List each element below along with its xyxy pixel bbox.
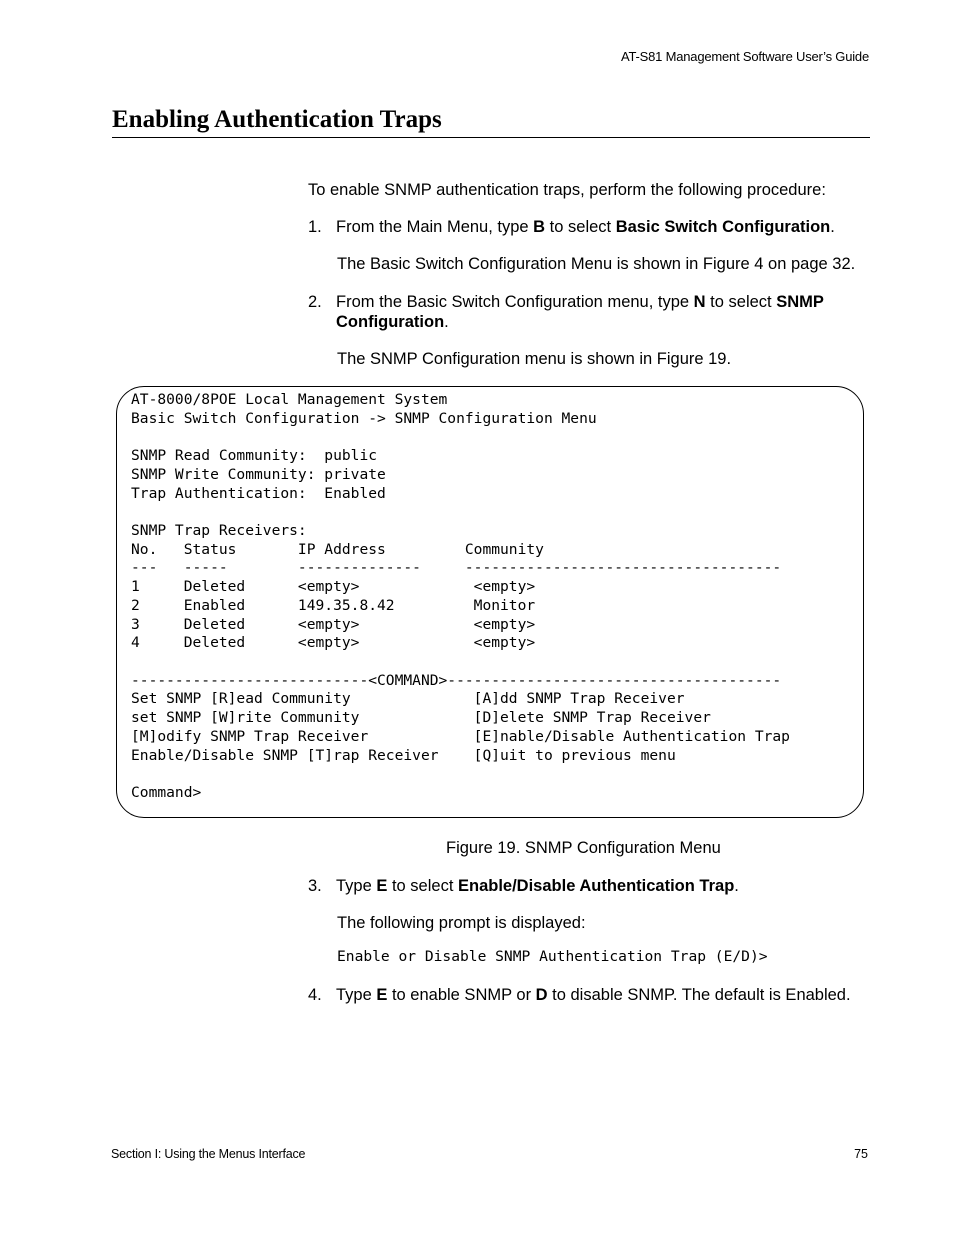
terminal-line: ---------------------------<COMMAND>-------------------------------------- — [131, 672, 782, 689]
section-title: Enabling Authentication Traps — [112, 106, 870, 138]
prompt-text: Enable or Disable SNMP Authentication Trap (E/D)> — [337, 948, 768, 965]
terminal-line: Command> — [131, 784, 202, 801]
step-text: From the Main Menu, type B to select Basic Switch Configuration. — [336, 218, 835, 236]
terminal-line: SNMP Trap Receivers: — [131, 522, 307, 539]
terminal-line: 2 Enabled 149.35.8.42 Monitor — [131, 597, 536, 614]
intro-paragraph: To enable SNMP authentication traps, perform the following procedure: — [308, 181, 826, 199]
step-text: Type E to enable SNMP or D to disable SNMP. The default is Enabled. — [336, 986, 851, 1004]
step-number: 3. — [308, 877, 322, 895]
step-1-note: The Basic Switch Configuration Menu is shown in Figure 4 on page 32. — [337, 255, 856, 273]
step-number: 1. — [308, 218, 322, 236]
terminal-line: AT-8000/8POE Local Management System — [131, 391, 448, 408]
terminal-line: SNMP Write Community: private — [131, 466, 386, 483]
terminal-line: --- ----- -------------- ------------------------------------ — [131, 559, 782, 576]
step-number: 4. — [308, 986, 322, 1004]
terminal-line: 1 Deleted <empty> <empty> — [131, 578, 536, 595]
terminal-line: Set SNMP [R]ead Community [A]dd SNMP Trap Receiver — [131, 690, 685, 707]
terminal-line: set SNMP [W]rite Community [D]elete SNMP Trap Receiver — [131, 709, 711, 726]
running-head: AT-S81 Management Software User’s Guide — [621, 49, 869, 64]
step-2-note: The SNMP Configuration menu is shown in Figure 19. — [337, 350, 732, 368]
terminal-line: Basic Switch Configuration -> SNMP Configuration Menu — [131, 410, 597, 427]
terminal-line: No. Status IP Address Community — [131, 541, 544, 558]
terminal-line: 3 Deleted <empty> <empty> — [131, 616, 536, 633]
step-number: 2. — [308, 293, 322, 311]
page-number: 75 — [854, 1147, 868, 1161]
footer-section: Section I: Using the Menus Interface — [111, 1147, 306, 1161]
terminal-screen — [116, 386, 864, 818]
terminal-line: Enable/Disable SNMP [T]rap Receiver [Q]uit to previous menu — [131, 747, 676, 764]
terminal-line: [M]odify SNMP Trap Receiver [E]nable/Disable Authentication Trap — [131, 728, 790, 745]
step-3-note: The following prompt is displayed: — [337, 914, 586, 932]
terminal-line: 4 Deleted <empty> <empty> — [131, 634, 536, 651]
terminal-line: SNMP Read Community: public — [131, 447, 378, 464]
step-text: From the Basic Switch Configuration menu, type N to select SNMP Configuration. — [336, 293, 824, 331]
terminal-line: Trap Authentication: Enabled — [131, 485, 386, 502]
step-text: Type E to select Enable/Disable Authentication Trap. — [336, 877, 739, 895]
figure-caption: Figure 19. SNMP Configuration Menu — [446, 839, 721, 857]
